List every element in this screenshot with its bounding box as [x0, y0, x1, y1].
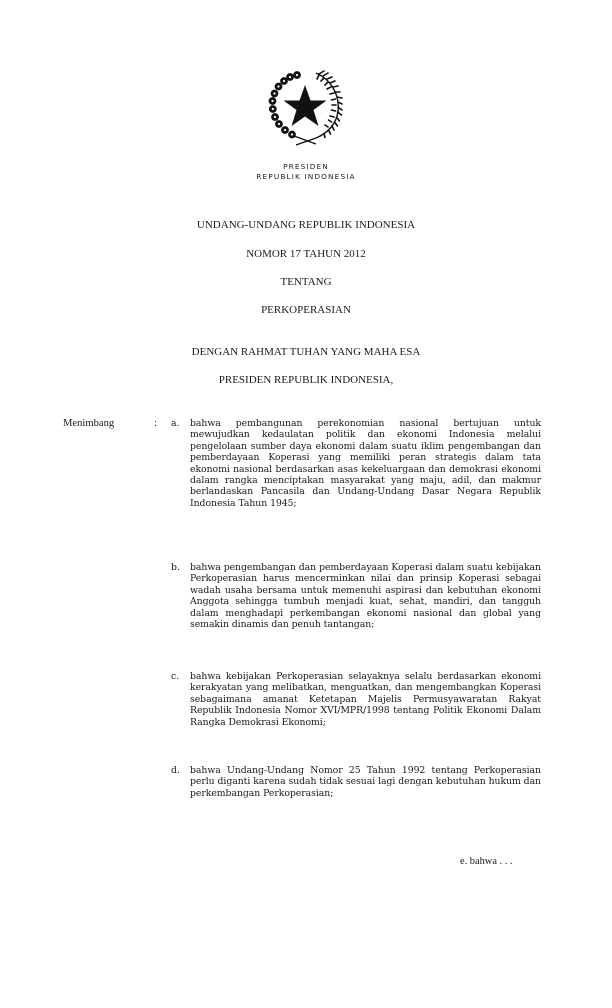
- office-country: REPUBLIK INDONESIA: [256, 172, 356, 181]
- office-name: PRESIDEN: [283, 162, 329, 171]
- invocation-heading: DENGAN RAHMAT TUHAN YANG MAHA ESA: [191, 346, 421, 358]
- presidential-emblem-icon: [264, 66, 346, 148]
- item-letter: b.: [171, 562, 180, 573]
- issuer-heading: PRESIDEN REPUBLIK INDONESIA,: [218, 374, 394, 386]
- item-letter: a.: [171, 418, 180, 429]
- item-letter: d.: [171, 765, 180, 776]
- law-type-heading: UNDANG-UNDANG REPUBLIK INDONESIA: [196, 219, 416, 231]
- item-text: bahwa kebijakan Perkoperasian selayaknya selalu berdasarkan ekonomi kerakyatan yang melibatkan, menguatkan, dan mengembangkan Koperasi sebagaimana amanat Ketetapan Majelis Permusyawaratan Rakyat Republik Indonesia Nomor XVI/MPR/1998 tentang Politik Ekonomi Dalam Rangka Demokrasi Ekonomi;: [190, 671, 541, 728]
- item-text: bahwa Undang-Undang Nomor 25 Tahun 1992 tentang Perkoperasian perlu diganti karena sudah tidak sesuai lagi dengan kebutuhan hukum dan perkembangan Perkoperasian;: [190, 765, 541, 799]
- about-heading: TENTANG: [280, 276, 332, 288]
- item-text: bahwa pengembangan dan pemberdayaan Koperasi dalam suatu kebijakan Perkoperasian harus mencerminkan nilai dan prinsip Koperasi sebagai wadah usaha bersama untuk memenuhi aspirasi dan kebutuhan ekonomi Anggota sehingga tumbuh menjadi kuat, sehat, mandiri, dan tangguh dalam menghadapi perkembangan ekonomi nasional dan global yang semakin dinamis dan penuh tantangan;: [190, 562, 541, 631]
- law-number-heading: NOMOR 17 TAHUN 2012: [246, 248, 366, 260]
- item-text: bahwa pembangunan perekonomian nasional bertujuan untuk mewujudkan kedaulatan politik dan ekonomi Indonesia melalui pengelolaan sumber daya ekonomi dalam suatu iklim pengembangan dan pemberdayaan Koperasi yang memiliki peran strategis dalam tata ekonomi nasional berdasarkan asas kekeluargaan dan demokrasi ekonomi dalam rangka menciptakan masyarakat yang maju, adil, dan makmur berlandaskan Pancasila dan Undang-Undang Dasar Negara Republik Indonesia Tahun 1945;: [190, 418, 541, 509]
- subject-heading: PERKOPERASIAN: [261, 304, 351, 316]
- considerations-label: Menimbang: [63, 418, 115, 429]
- considerations-separator: :: [154, 418, 157, 429]
- item-letter: c.: [171, 671, 180, 682]
- page-continuation: e. bahwa . . .: [460, 856, 513, 867]
